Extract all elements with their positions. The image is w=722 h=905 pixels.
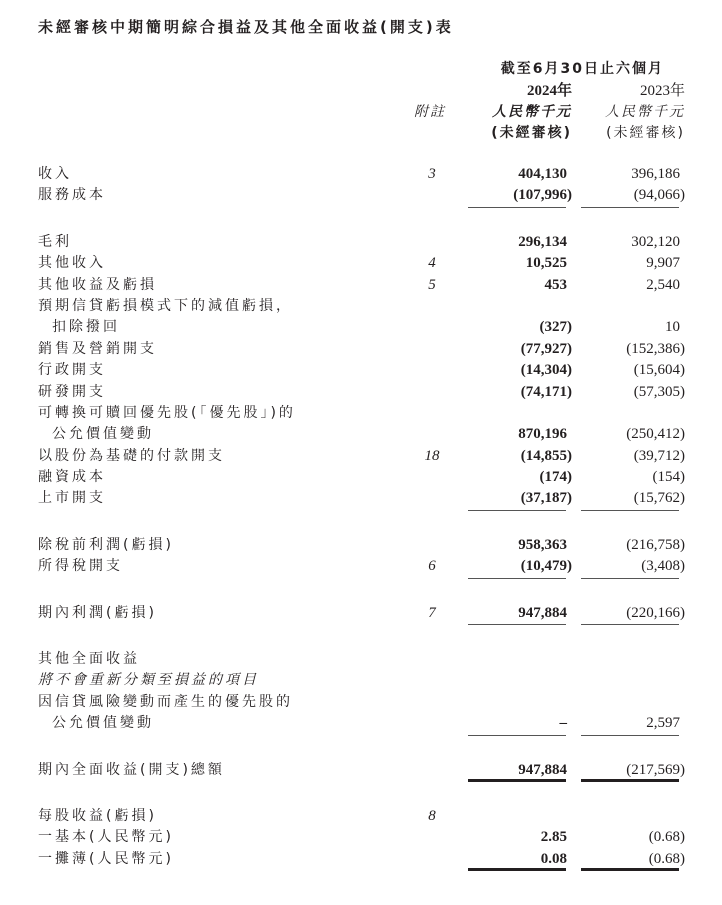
total-underline <box>468 868 566 871</box>
note-ref: 4 <box>428 255 436 272</box>
value-2024: 2.85 <box>540 829 567 846</box>
value-2024: (174) <box>539 469 572 486</box>
row-label: 銷售及營銷開支 <box>38 340 157 357</box>
value-2024: (14,855) <box>520 447 572 464</box>
table-row <box>0 232 722 253</box>
row-label: 以股份為基礎的付款開支 <box>38 447 225 464</box>
value-2023: 302,120 <box>631 233 680 250</box>
table-row <box>0 806 722 827</box>
value-2024: (10,479) <box>520 558 572 575</box>
table-row <box>0 827 722 848</box>
value-2023: 9,907 <box>646 255 680 272</box>
row-label: 期內利潤(虧損) <box>38 604 157 621</box>
subtotal-underline <box>581 510 679 511</box>
period-header: 截至6月30日止六個月 <box>500 61 664 77</box>
table-row <box>0 849 722 870</box>
table-row <box>0 603 722 624</box>
value-2023: (220,166) <box>626 604 685 621</box>
row-label: 其他全面收益 <box>38 651 140 668</box>
table-row <box>0 692 722 713</box>
table-row <box>0 317 722 338</box>
statement-section <box>0 760 722 781</box>
row-label: 可轉換可贖回優先股(「優先股」)的 <box>38 404 296 421</box>
value-2023: (57,305) <box>633 383 685 400</box>
value-2023: (15,762) <box>633 490 685 507</box>
subtotal-underline <box>468 735 566 736</box>
row-label: 研發開支 <box>38 383 106 400</box>
value-2023: 2,540 <box>646 276 680 293</box>
table-row <box>0 446 722 467</box>
value-2024: – <box>559 715 567 732</box>
statement-section <box>0 806 722 870</box>
value-2024: (74,171) <box>520 383 572 400</box>
table-row <box>0 467 722 488</box>
table-row <box>0 670 722 691</box>
row-label: 上市開支 <box>38 490 106 507</box>
page-title: 未經審核中期簡明綜合損益及其他全面收益(開支)表 <box>38 18 454 36</box>
year-2024-header: 2024年 <box>526 83 572 99</box>
table-row <box>0 535 722 556</box>
value-2024: 0.08 <box>540 850 567 867</box>
value-2023: (0.68) <box>648 829 685 846</box>
table-row <box>0 382 722 403</box>
value-2023: (216,758) <box>626 536 685 553</box>
row-label: 其他收入 <box>38 255 106 272</box>
statement-section <box>0 232 722 510</box>
statement-section <box>0 603 722 624</box>
total-underline <box>468 779 566 782</box>
value-2024: 453 <box>544 276 567 293</box>
row-label: 預期信貸虧損模式下的減值虧損， <box>38 297 293 314</box>
value-2023: (3,408) <box>641 558 685 575</box>
subtotal-underline <box>468 624 566 625</box>
subtotal-underline <box>581 624 679 625</box>
row-label: 融資成本 <box>38 469 106 486</box>
value-2023: 396,186 <box>631 166 680 182</box>
total-underline <box>581 779 679 782</box>
value-2024: (14,304) <box>520 362 572 379</box>
table-row <box>0 360 722 381</box>
row-label: 所得稅開支 <box>38 558 123 575</box>
table-row <box>0 713 722 734</box>
note-ref: 8 <box>428 807 436 824</box>
row-label: 行政開支 <box>38 362 106 379</box>
subtotal-underline <box>468 510 566 511</box>
value-2024: 947,884 <box>518 604 567 621</box>
statement-table <box>0 164 722 895</box>
table-row <box>0 488 722 509</box>
value-2023: (94,066) <box>633 187 685 204</box>
value-2023: (152,386) <box>626 340 685 357</box>
value-2024: (77,927) <box>520 340 572 357</box>
row-label: 扣除撥回 <box>52 319 120 336</box>
note-ref: 3 <box>428 166 436 182</box>
subtotal-underline <box>581 735 679 736</box>
subtotal-underline <box>468 207 566 208</box>
value-2023: (39,712) <box>633 447 685 464</box>
table-row <box>0 253 722 274</box>
row-label: 一攤薄(人民幣元) <box>38 850 174 867</box>
table-row <box>0 164 722 185</box>
value-2023: (217,569) <box>626 761 685 778</box>
audit-2024-header: (未經審核) <box>491 125 572 141</box>
table-row <box>0 339 722 360</box>
currency-2023-header: 人民幣千元 <box>605 104 685 120</box>
value-2023: 10 <box>665 319 680 336</box>
row-label: 每股收益(虧損) <box>38 807 157 824</box>
table-row <box>0 296 722 317</box>
row-label: 除稅前利潤(虧損) <box>38 536 174 553</box>
row-label: 公允價值變動 <box>52 715 154 732</box>
row-label: 期內全面收益(開支)總額 <box>38 761 225 778</box>
row-label: 其他收益及虧損 <box>38 276 157 293</box>
table-row <box>0 760 722 781</box>
value-2023: 2,597 <box>646 715 680 732</box>
note-header: 附註 <box>414 104 446 120</box>
note-ref: 6 <box>428 558 436 575</box>
table-row <box>0 275 722 296</box>
value-2024: (37,187) <box>520 490 572 507</box>
value-2024: 870,196 <box>518 426 567 443</box>
note-ref: 18 <box>424 447 440 464</box>
value-2024: 404,130 <box>518 166 567 182</box>
row-label: 公允價值變動 <box>52 426 154 443</box>
value-2024: 296,134 <box>518 233 567 250</box>
year-2023-header: 2023年 <box>639 83 685 99</box>
table-row <box>0 424 722 445</box>
total-underline <box>581 868 679 871</box>
row-label: 因信貸風險變動而產生的優先股的 <box>38 693 293 710</box>
table-row <box>0 649 722 670</box>
value-2024: (327) <box>539 319 572 336</box>
note-ref: 5 <box>428 276 436 293</box>
value-2023: (15,604) <box>633 362 685 379</box>
table-row <box>0 556 722 577</box>
value-2023: (154) <box>652 469 685 486</box>
subtotal-underline <box>468 578 566 579</box>
value-2023: (250,412) <box>626 426 685 443</box>
table-row <box>0 403 722 424</box>
value-2024: 958,363 <box>518 536 567 553</box>
row-label: 服務成本 <box>38 187 106 204</box>
value-2024: 947,884 <box>518 761 567 778</box>
value-2024: (107,996) <box>513 187 572 204</box>
subtotal-underline <box>581 578 679 579</box>
statement-section <box>0 164 722 207</box>
note-ref: 7 <box>428 604 436 621</box>
row-label: 一基本(人民幣元) <box>38 829 174 846</box>
row-label: 將不會重新分類至損益的項目 <box>38 672 259 689</box>
audit-2023-header: (未經審核) <box>606 125 685 141</box>
row-label: 收入 <box>38 166 72 182</box>
row-label: 毛利 <box>38 233 72 250</box>
currency-2024-header: 人民幣千元 <box>492 104 572 120</box>
value-2024: 10,525 <box>525 255 567 272</box>
statement-section <box>0 649 722 735</box>
statement-section <box>0 535 722 578</box>
table-row <box>0 185 722 206</box>
value-2023: (0.68) <box>648 850 685 867</box>
subtotal-underline <box>581 207 679 208</box>
